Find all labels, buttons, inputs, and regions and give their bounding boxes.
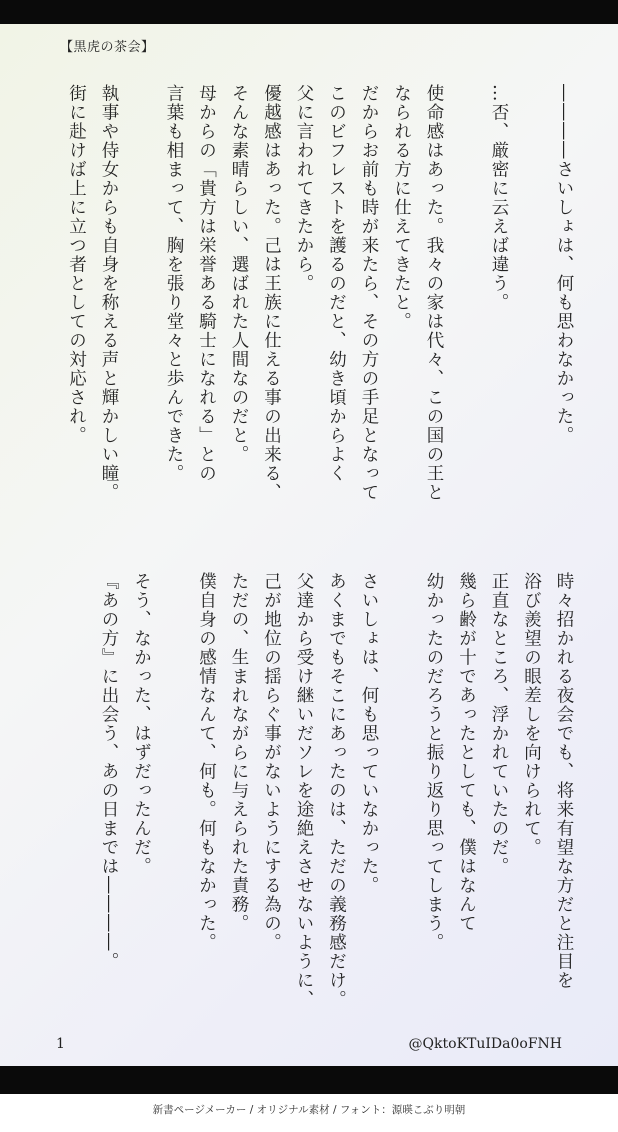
text-column: 浴び羨望の眼差しを向けられて。 [521,572,542,857]
page-number: 1 [56,1036,65,1052]
text-column: あくまでもそこにあったのは、ただの義務感だけ。 [326,572,347,1009]
author-handle: @QktoKTuIDa0oFNH [408,1036,562,1052]
text-column: ただの、生まれながらに与えられた責務。 [229,572,249,933]
text-column: このビフレストを護るのだと、幼き頃からよく [326,84,347,483]
text-column: 幼かったのだろうと振り返り思ってしまう。 [424,572,444,952]
blank-column [516,84,548,554]
text-column: 時々招かれる夜会でも、将来有望な方だと注目を [554,572,574,990]
blank-column [126,84,158,554]
text-column: 父に言われてきたから。 [294,84,314,293]
text-column: ――――さいしょは、何も思わなかった。 [554,84,574,445]
novel-page [0,24,618,1066]
text-column: だからお前も時が来たら、その方の手足となって [359,84,379,502]
text-column: 言葉も相まって、胸を張り堂々と歩んできた。 [164,84,184,483]
book-title: 【黒虎の茶会】 [60,40,155,55]
blank-column [158,572,190,972]
bottom-black-bar [0,1066,618,1094]
blank-column [451,84,483,554]
text-column: 正直なところ、浮かれていたのだ。 [489,572,509,876]
text-column: さいしょは、何も思っていなかった。 [359,572,379,895]
text-column: 幾ら齢が十であったとしても、僕はなんて [456,572,477,933]
text-column: 執事や侍女からも自身を称える声と輝かしい瞳。 [99,84,119,502]
blank-column [386,572,418,972]
text-column: 母からの「貴方は栄誉ある騎士になれる」との [196,84,217,483]
top-black-bar [0,0,618,24]
text-column: 己が地位の揺らぐ事がないようにする為の。 [261,572,282,952]
credit-line: 新書ページメーカー / オリジナル素材 / フォント：源暎こぶり明朝 [152,1104,466,1116]
text-column: 僕自身の感情なんて、何も。何もなかった。 [196,572,217,952]
text-column: そう、なかった、はずだったんだ。 [131,572,152,876]
text-column: 優越感はあった。己は王族に仕える事の出来る、 [261,84,282,502]
text-column: 街に赴けば上に立つ者としての対応され。 [66,84,87,445]
text-column: 父達から受け継いだソレを途絶えさせないように、 [294,572,314,1009]
text-column: 使命感はあった。我々の家は代々、この国の王と [424,84,444,502]
text-column: そんな素晴らしい、選ばれた人間なのだと。 [229,84,249,464]
text-column: なられる方に仕えてきたと。 [391,84,412,331]
text-column: 『あの方』に出会う、あの日までは――――。 [99,572,119,971]
text-column: …否、厳密に云えば違う。 [489,84,509,312]
